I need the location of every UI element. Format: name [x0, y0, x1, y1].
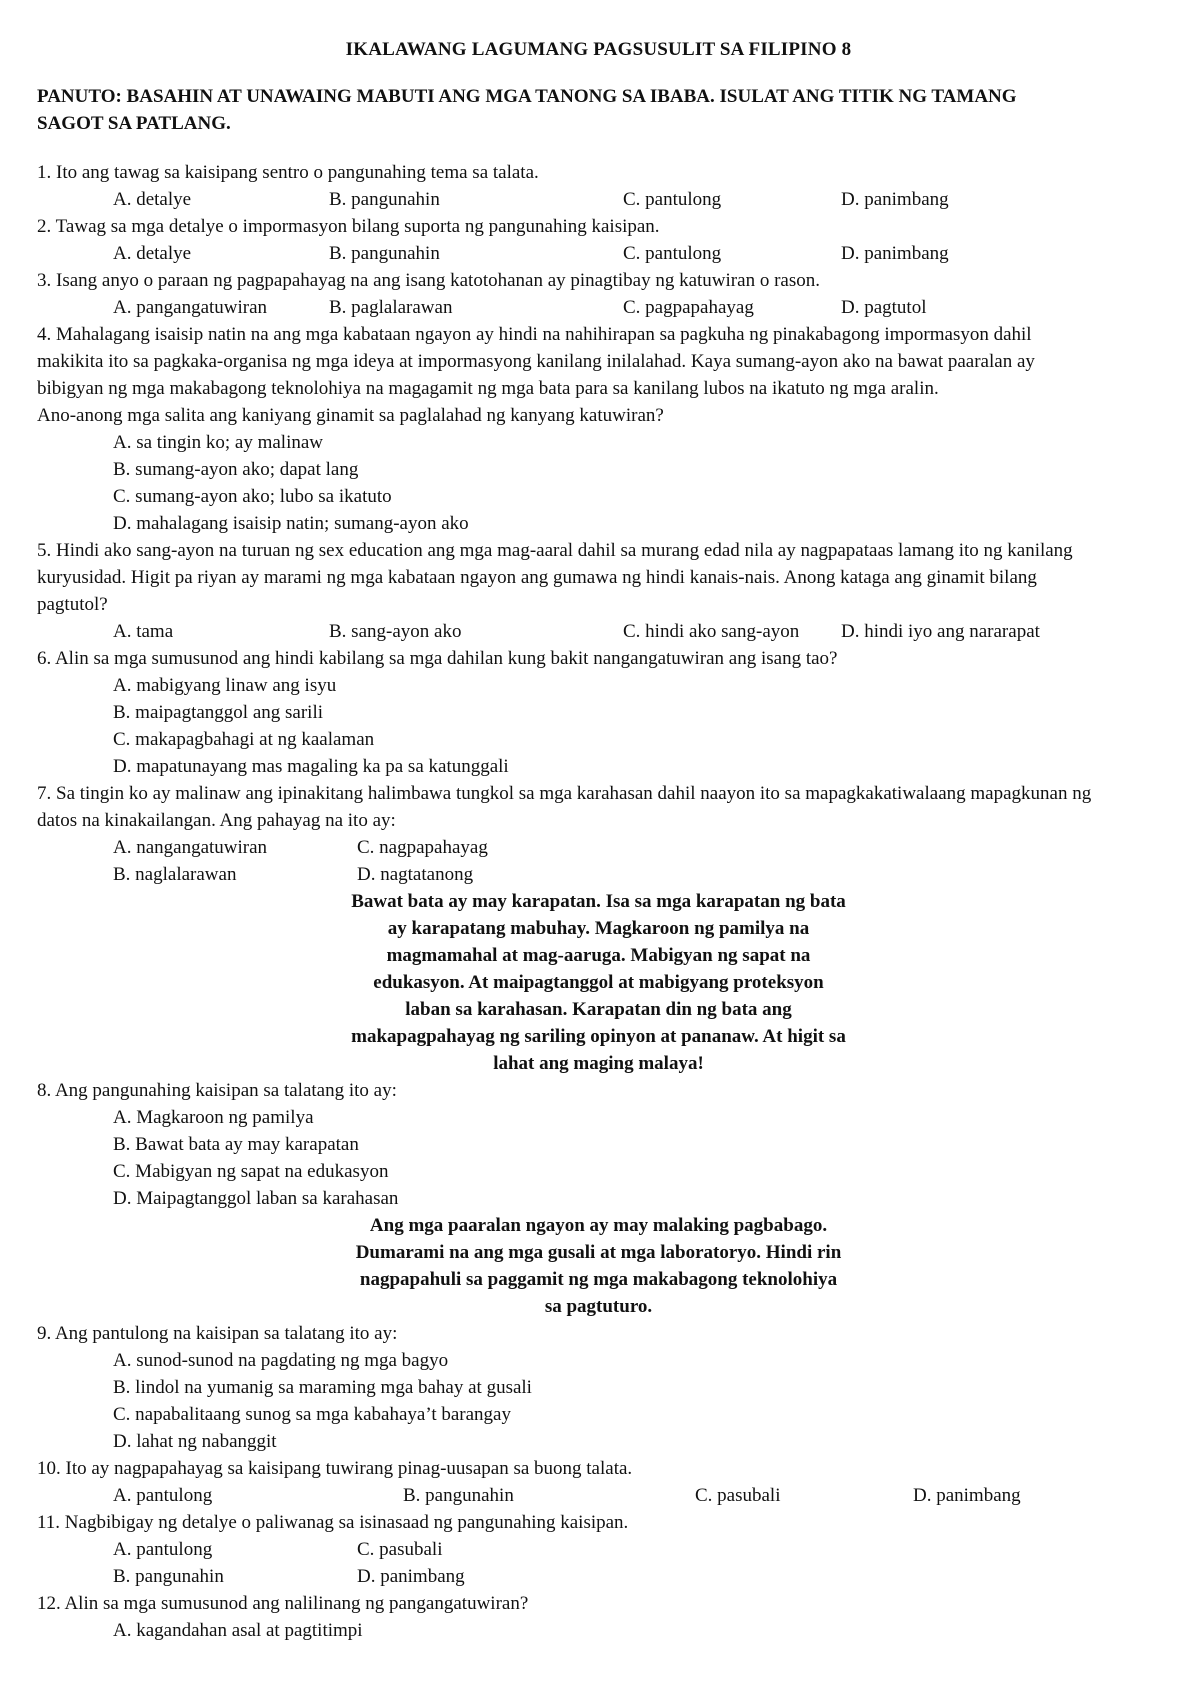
question-4-line: makikita ito sa pagkaka-organisa ng mga ideya at impormasyong kanilang inilalahad. Kaya sumang-ayon ako na bawat paaralan ay: [37, 351, 1035, 372]
question-10: 10. Ito ay nagpapahayag sa kaisipang tuwirang pinag-uusapan sa buong talata.: [37, 1458, 633, 1479]
instruction-line: SAGOT SA PATLANG.: [37, 113, 231, 134]
question-7-line: datos na kinakailangan. Ang pahayag na ito ay:: [37, 810, 396, 831]
option-d: D. pagtutol: [841, 297, 927, 318]
option-a: A. sunod-sunod na pagdating ng mga bagyo: [113, 1350, 449, 1371]
option-b: B. maipagtanggol ang sarili: [113, 702, 324, 723]
option-d: D. Maipagtanggol laban sa karahasan: [113, 1188, 399, 1209]
option-b: B. pangunahin: [329, 189, 440, 210]
option-d: D. hindi iyo ang nararapat: [841, 621, 1040, 642]
question-5: [37, 537, 1160, 618]
question-5-line: 5. Hindi ako sang-ayon na turuan ng sex education ang mga mag-aaral dahil sa murang edad nila ay nagpapataas lamang ito ng kanilang: [37, 540, 1073, 561]
question-12-options: [37, 1617, 1160, 1644]
option-d: D. lahat ng nabanggit: [113, 1431, 277, 1452]
question-2-options: [37, 240, 1160, 267]
option-c: C. pasubali: [357, 1539, 443, 1560]
option-b: B. pangunahin: [329, 243, 440, 264]
option-c: C. Mabigyan ng sapat na edukasyon: [113, 1161, 389, 1182]
option-a: A. pangangatuwiran: [113, 297, 268, 318]
question-6: 6. Alin sa mga sumusunod ang hindi kabilang sa mga dahilan kung bakit nangangatuwiran ang isang tao?: [37, 648, 838, 669]
question-5-line: kuryusidad. Higit pa riyan ay marami ng mga kabataan ngayon ang gumawa ng hindi kanais-nais. Anong kataga ang ginamit bilang: [37, 567, 1037, 588]
exam-title: IKALAWANG LAGUMANG PAGSUSULIT SA FILIPINO 8: [345, 39, 852, 60]
question-5-line: pagtutol?: [37, 594, 108, 615]
passage-line: sa pagtuturo.: [544, 1296, 653, 1317]
option-a: A. pantulong: [113, 1539, 213, 1560]
option-b: B. sang-ayon ako: [329, 621, 462, 642]
option-b: B. pangunahin: [113, 1566, 224, 1587]
option-d: D. mapatunayang mas magaling ka pa sa katunggali: [113, 756, 509, 777]
question-4-line: 4. Mahalagang isaisip natin na ang mga kabataan ngayon ay hindi na nahihirapan sa pagkuha ng pinakabagong impormasyon dahil: [37, 324, 1032, 345]
question-7-options: [37, 834, 1160, 888]
question-4-line: bibigyan ng mga makabagong teknolohiya na magagamit ng mga bata para sa kanilang lubos na ikatuto ng mga aralin.: [37, 378, 939, 399]
option-a: A. detalye: [113, 189, 192, 210]
option-d: D. nagtatanong: [357, 864, 474, 885]
option-a: A. pantulong: [113, 1485, 213, 1506]
option-c: C. napabalitaang sunog sa mga kabahaya’t barangay: [113, 1404, 511, 1425]
passage-line: Ang mga paaralan ngayon ay may malaking pagbabago.: [369, 1215, 828, 1236]
question-7: [37, 780, 1160, 834]
passage-line: ay karapatang mabuhay. Magkaroon ng pamilya na: [387, 918, 810, 939]
reading-passage-1: [37, 888, 1160, 1077]
question-1: 1. Ito ang tawag sa kaisipang sentro o pangunahing tema sa talata.: [37, 162, 539, 183]
passage-line: Bawat bata ay may karapatan. Isa sa mga karapatan ng bata: [351, 891, 846, 912]
option-d: D. panimbang: [357, 1566, 465, 1587]
question-3-options: [37, 294, 1160, 321]
option-b: B. paglalarawan: [329, 297, 453, 318]
question-12: 12. Alin sa mga sumusunod ang nalilinang ng pangangatuwiran?: [37, 1593, 529, 1614]
question-3: 3. Isang anyo o paraan ng pagpapahayag na ang isang katotohanan ay pinagtibay ng katuwiran o rason.: [37, 270, 820, 291]
question-10-options: [37, 1482, 1160, 1509]
instruction: [37, 83, 1160, 137]
question-11: 11. Nagbibigay ng detalye o paliwanag sa isinasaad ng pangunahing kaisipan.: [37, 1512, 629, 1533]
passage-line: nagpapahuli sa paggamit ng mga makabagong teknolohiya: [359, 1269, 838, 1290]
option-b: B. Bawat bata ay may karapatan: [113, 1134, 359, 1155]
option-a: A. sa tingin ko; ay malinaw: [113, 432, 324, 453]
option-d: D. panimbang: [841, 189, 949, 210]
option-c: C. hindi ako sang-ayon: [623, 621, 800, 642]
option-a: A. nangangatuwiran: [113, 837, 268, 858]
option-d: D. mahalagang isaisip natin; sumang-ayon ako: [113, 513, 469, 534]
option-c: C. sumang-ayon ako; lubo sa ikatuto: [113, 486, 392, 507]
question-2: 2. Tawag sa mga detalye o impormasyon bilang suporta ng pangunahing kaisipan.: [37, 216, 660, 237]
question-11-options: [37, 1536, 1160, 1590]
question-4-options: [37, 429, 1160, 537]
question-6-options: [37, 672, 1160, 780]
passage-line: Dumarami na ang mga gusali at mga laboratoryo. Hindi rin: [355, 1242, 842, 1263]
option-a: A. mabigyang linaw ang isyu: [113, 675, 337, 696]
passage-line: magmamahal at mag-aaruga. Mabigyan ng sapat na: [386, 945, 811, 966]
question-9: 9. Ang pantulong na kaisipan sa talatang ito ay:: [37, 1323, 398, 1344]
option-d: D. panimbang: [913, 1485, 1021, 1506]
option-b: B. sumang-ayon ako; dapat lang: [113, 459, 359, 480]
option-b: B. pangunahin: [403, 1485, 514, 1506]
option-a: A. tama: [113, 621, 174, 642]
question-8: 8. Ang pangunahing kaisipan sa talatang ito ay:: [37, 1080, 397, 1101]
option-c: C. pagpapahayag: [623, 297, 754, 318]
option-b: B. lindol na yumanig sa maraming mga bahay at gusali: [113, 1377, 532, 1398]
option-c: C. pantulong: [623, 189, 722, 210]
passage-line: makapagpahayag ng sariling opinyon at pananaw. At higit sa: [351, 1026, 846, 1047]
reading-passage-2: [37, 1212, 1160, 1320]
passage-line: edukasyon. At maipagtanggol at mabigyang proteksyon: [373, 972, 824, 993]
question-7-line: 7. Sa tingin ko ay malinaw ang ipinakitang halimbawa tungkol sa mga karahasan dahil naayon ito sa mapagkakatiwalaang mapagkunan ng: [37, 783, 1092, 804]
passage-line: laban sa karahasan. Karapatan din ng bata ang: [405, 999, 792, 1020]
question-9-options: [37, 1347, 1160, 1455]
option-c: C. makapagbahagi at ng kaalaman: [113, 729, 375, 750]
question-8-options: [37, 1104, 1160, 1212]
instruction-line: PANUTO: BASAHIN AT UNAWAING MABUTI ANG MGA TANONG SA IBABA. ISULAT ANG TITIK NG TAMANG: [37, 86, 1017, 107]
question-4-line: Ano-anong mga salita ang kaniyang ginamit sa paglalahad ng kanyang katuwiran?: [37, 405, 664, 426]
question-1-options: [37, 186, 1160, 213]
question-5-options: [37, 618, 1160, 645]
option-c: C. nagpapahayag: [357, 837, 488, 858]
option-a: A. detalye: [113, 243, 192, 264]
option-c: C. pantulong: [623, 243, 722, 264]
option-a: A. kagandahan asal at pagtitimpi: [113, 1620, 363, 1641]
option-b: B. naglalarawan: [113, 864, 237, 885]
passage-line: lahat ang maging malaya!: [493, 1053, 704, 1074]
question-4: [37, 321, 1160, 429]
option-d: D. panimbang: [841, 243, 949, 264]
option-c: C. pasubali: [695, 1485, 781, 1506]
option-a: A. Magkaroon ng pamilya: [113, 1107, 314, 1128]
